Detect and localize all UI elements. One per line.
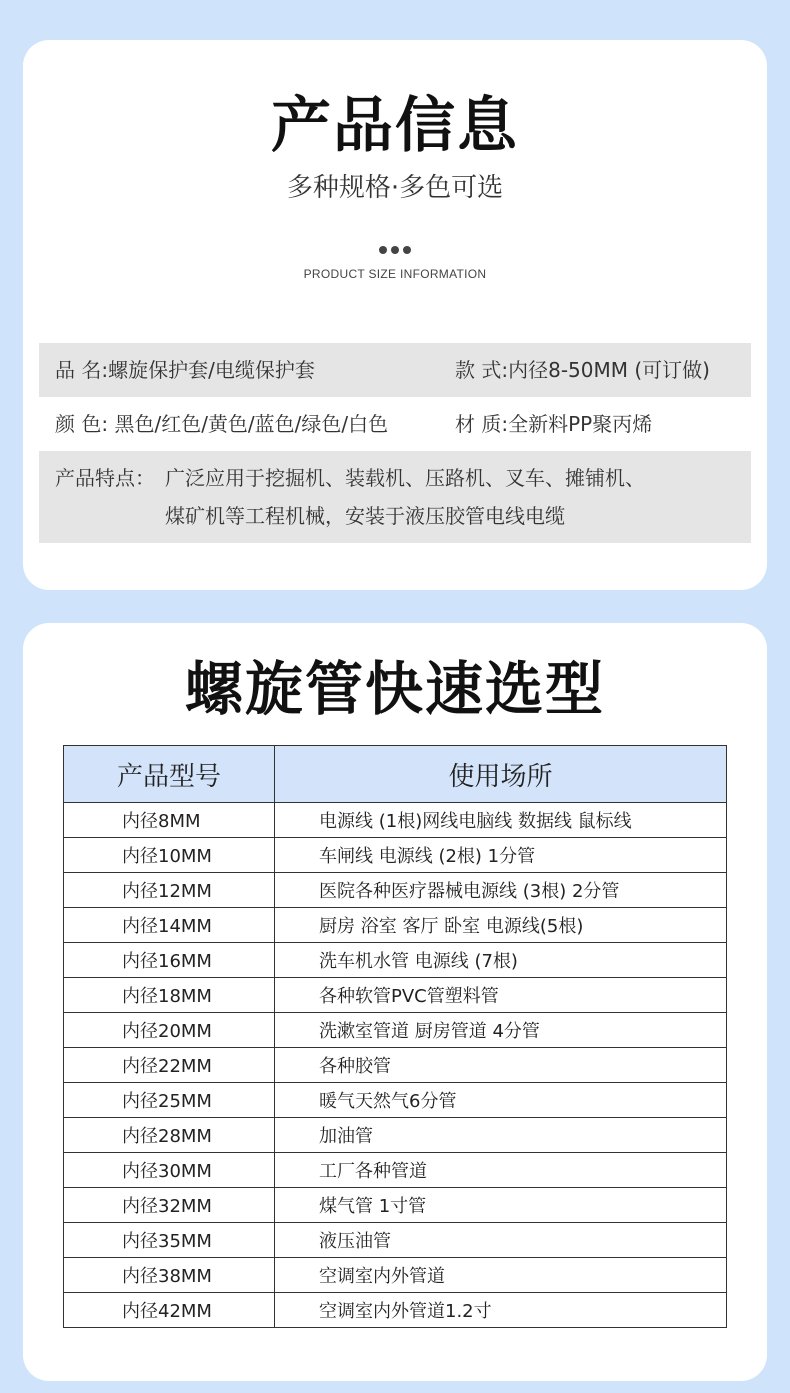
product-info-title: 产品信息	[271, 91, 519, 161]
model-cell: 内径42MM	[64, 1293, 275, 1328]
features-line-2: 煤矿机等工程机械，安装于液压胶管电线电缆	[165, 504, 565, 528]
table-row	[64, 943, 727, 978]
quick-selection-card	[23, 623, 767, 1381]
features-line-1: 广泛应用于挖掘机、装载机、压路机、叉车、摊铺机、	[165, 466, 645, 490]
model-cell: 内径20MM	[64, 1013, 275, 1048]
table-row	[64, 1258, 727, 1293]
usage-cell: 工厂各种管道	[275, 1153, 727, 1188]
model-cell: 内径18MM	[64, 978, 275, 1013]
usage-cell: 空调室内外管道1.2寸	[275, 1293, 727, 1328]
model-cell: 内径22MM	[64, 1048, 275, 1083]
table-row	[64, 978, 727, 1013]
table-row	[64, 873, 727, 908]
model-cell: 内径28MM	[64, 1118, 275, 1153]
table-row	[64, 1223, 727, 1258]
model-cell: 内径10MM	[64, 838, 275, 873]
table-row	[64, 1118, 727, 1153]
table-row	[64, 1048, 727, 1083]
product-info-subtitle: 多种规格·多色可选	[286, 173, 504, 203]
usage-cell: 液压油管	[275, 1223, 727, 1258]
usage-cell: 各种胶管	[275, 1048, 727, 1083]
table-row	[64, 1153, 727, 1188]
usage-cell: 加油管	[275, 1118, 727, 1153]
info-row-name-style	[39, 343, 751, 397]
model-cell: 内径35MM	[64, 1223, 275, 1258]
model-cell: 内径30MM	[64, 1153, 275, 1188]
table-row	[64, 1083, 727, 1118]
table-row	[64, 838, 727, 873]
usage-cell: 各种软管PVC管塑料管	[275, 978, 727, 1013]
model-cell: 内径38MM	[64, 1258, 275, 1293]
features-label: 产品特点：	[55, 466, 155, 490]
product-info-card	[23, 40, 767, 590]
table-row	[64, 908, 727, 943]
spec-table	[63, 745, 727, 1328]
usage-cell: 洗漱室管道 厨房管道 4分管	[275, 1013, 727, 1048]
usage-cell: 医院各种医疗器械电源线 (3根) 2分管	[275, 873, 727, 908]
model-cell: 内径25MM	[64, 1083, 275, 1118]
ellipsis-dots-icon	[23, 243, 767, 255]
usage-cell: 车闸线 电源线 (2根) 1分管	[275, 838, 727, 873]
usage-cell: 空调室内外管道	[275, 1258, 727, 1293]
english-caption: PRODUCT SIZE INFORMATION	[303, 267, 487, 281]
usage-cell: 厨房 浴室 客厅 卧室 电源线(5根)	[275, 908, 727, 943]
product-material: 材 质:全新料PP聚丙烯	[455, 412, 653, 436]
table-header-row	[64, 746, 727, 803]
product-color: 颜 色: 黑色/红色/黄色/蓝色/绿色/白色	[55, 412, 389, 436]
model-cell: 内径14MM	[64, 908, 275, 943]
model-cell: 内径16MM	[64, 943, 275, 978]
info-row-color-material	[39, 397, 751, 451]
usage-cell: 电源线 (1根)网线电脑线 数据线 鼠标线	[275, 803, 727, 838]
quick-selection-title: 螺旋管快速选型	[184, 655, 605, 723]
usage-cell: 煤气管 1寸管	[275, 1188, 727, 1223]
info-row-features	[39, 451, 751, 543]
model-cell: 内径8MM	[64, 803, 275, 838]
product-name: 品 名:螺旋保护套/电缆保护套	[55, 358, 315, 382]
table-row	[64, 1188, 727, 1223]
model-cell: 内径12MM	[64, 873, 275, 908]
product-style: 款 式:内径8-50MM (可订做)	[455, 358, 710, 382]
usage-cell: 暖气天然气6分管	[275, 1083, 727, 1118]
table-row	[64, 803, 727, 838]
usage-cell: 洗车机水管 电源线 (7根)	[275, 943, 727, 978]
model-cell: 内径32MM	[64, 1188, 275, 1223]
table-row	[64, 1013, 727, 1048]
column-header-usage: 使用场所	[275, 746, 727, 803]
column-header-model: 产品型号	[64, 746, 275, 803]
table-row	[64, 1293, 727, 1328]
